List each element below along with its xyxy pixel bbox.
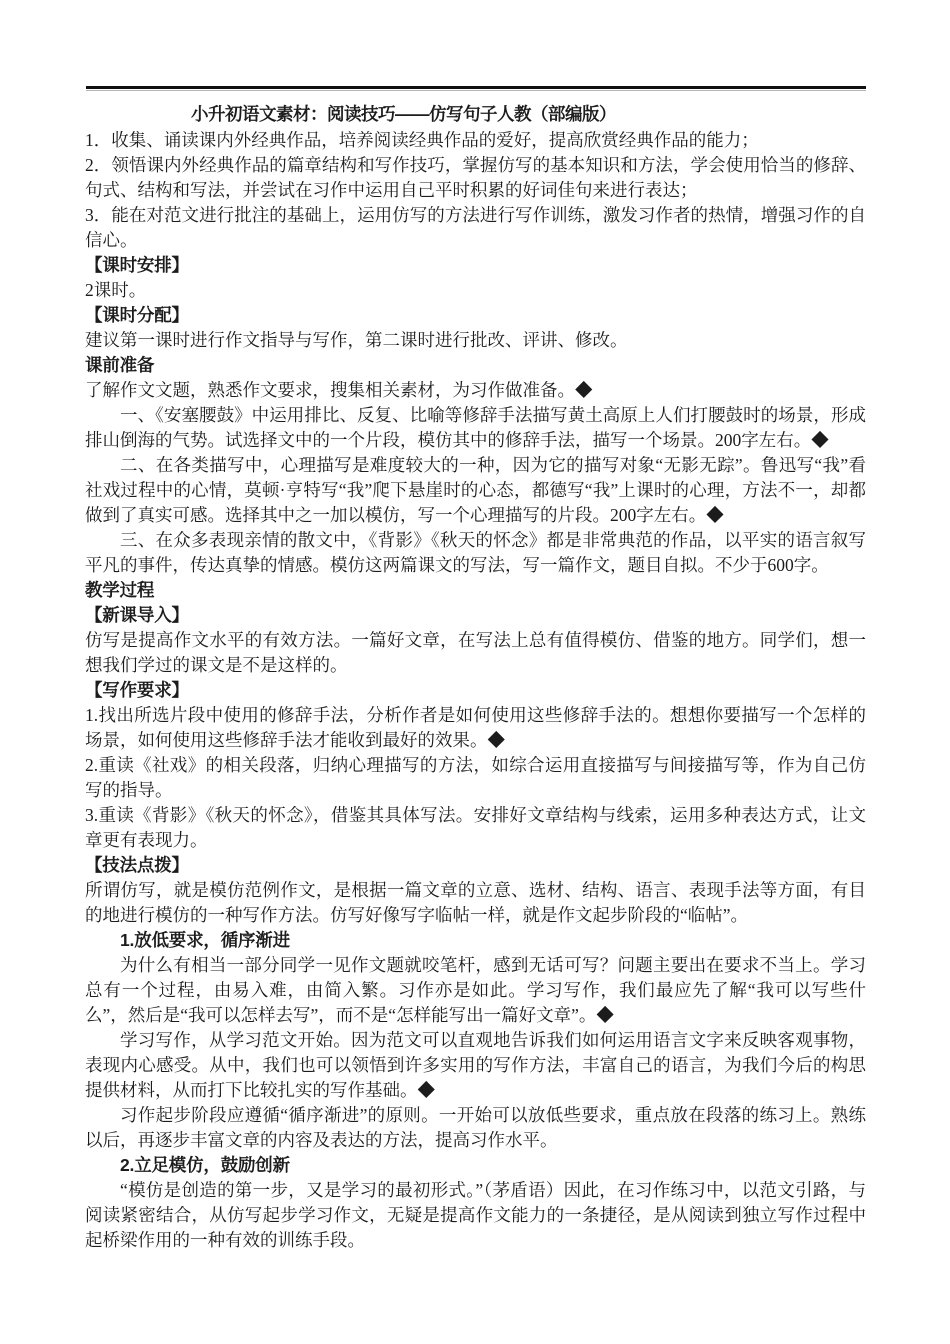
section-heading-lesson-allocation: 【课时分配】 bbox=[85, 305, 189, 325]
sub-heading-lower-requirements: 1.放低要求，循序渐进 bbox=[120, 930, 290, 950]
paragraph: 仿写是提高作文水平的有效方法。一篇好文章，在写法上总有值得模仿、借鉴的地方。同学们，想一想我们学过的课文是不是这样的。 bbox=[85, 630, 866, 675]
paragraph: 2课时。 bbox=[85, 280, 147, 300]
section-heading-pre-class-prep: 课前准备 bbox=[85, 355, 155, 375]
section-heading-lesson-schedule: 【课时安排】 bbox=[85, 255, 189, 275]
paragraph: 建议第一课时进行作文指导与写作，第二课时进行批改、评讲、修改。 bbox=[85, 330, 628, 350]
paragraph: 学习写作，从学习范文开始。因为范文可以直观地告诉我们如何运用语言文字来反映客观事物，表现内心感受。从中，我们也可以领悟到许多实用的写作方法，丰富自己的语言，为我们今后的构思提供材料，从而打下比较扎实的写作基础。◆ bbox=[85, 1030, 866, 1100]
document-content bbox=[85, 101, 866, 1253]
paragraph: 为什么有相当一部分同学一见作文题就咬笔杆，感到无话可写？问题主要出在要求不当上。学习总有一个过程，由易入难，由简入繁。习作亦是如此。学习写作，我们最应先了解“我可以写些什么”，然后是“我可以怎样去写”，而不是“怎样能写出一篇好文章”。◆ bbox=[85, 955, 866, 1025]
section-heading-technique-tips: 【技法点拨】 bbox=[85, 855, 189, 875]
section-heading-teaching-process: 教学过程 bbox=[85, 580, 155, 600]
exercise-item: 三、在众多表现亲情的散文中，《背影》《秋天的怀念》都是非常典范的作品，以平实的语言叙写平凡的事件，传达真挚的情感。模仿这两篇课文的写法，写一篇作文，题目自拟。不少于600字。 bbox=[85, 530, 866, 575]
requirement-item: 1.找出所选片段中使用的修辞手法，分析作者是如何使用这些修辞手法的。想想你要描写一个怎样的场景，如何使用这些修辞手法才能收到最好的效果。◆ bbox=[85, 705, 866, 750]
requirement-item: 3.重读《背影》《秋天的怀念》，借鉴其具体写法。安排好文章结构与线索，运用多种表达方式，让文章更有表现力。 bbox=[85, 805, 866, 850]
paragraph: 了解作文文题，熟悉作文要求，搜集相关素材，为习作做准备。◆ bbox=[85, 380, 593, 400]
exercise-item: 一、《安塞腰鼓》中运用排比、反复、比喻等修辞手法描写黄土高原上人们打腰鼓时的场景，形成排山倒海的气势。试选择文中的一个片段，模仿其中的修辞手法，描写一个场景。200字左右。◆ bbox=[85, 405, 866, 450]
paragraph: 习作起步阶段应遵循“循序渐进”的原则。一开始可以放低些要求，重点放在段落的练习上。熟练以后，再逐步丰富文章的内容及表达的方法，提高习作水平。 bbox=[85, 1105, 866, 1150]
objective-item: 1．收集、诵读课内外经典作品，培养阅读经典作品的爱好，提高欣赏经典作品的能力； bbox=[85, 130, 759, 150]
section-heading-writing-requirements: 【写作要求】 bbox=[85, 680, 189, 700]
doc-title: 小升初语文素材：阅读技巧——仿写句子人教（部编版） bbox=[191, 104, 616, 124]
sub-heading-base-on-imitation: 2.立足模仿，鼓励创新 bbox=[120, 1155, 290, 1175]
paragraph: “模仿是创造的第一步，又是学习的最初形式。”（茅盾语）因此，在习作练习中，以范文引路，与阅读紧密结合，从仿写起步学习作文，无疑是提高作文能力的一条捷径，是从阅读到独立写作过程中起桥梁作用的一种有效的训练手段。 bbox=[85, 1180, 866, 1250]
header-rule bbox=[86, 86, 866, 89]
objective-item: 3．能在对范文进行批注的基础上，运用仿写的方法进行写作训练，激发习作者的热情，增强习作的自信心。 bbox=[85, 205, 866, 250]
exercise-item: 二、在各类描写中，心理描写是难度较大的一种，因为它的描写对象“无影无踪”。鲁迅写“我”看社戏过程中的心情，莫顿·亨特写“我”爬下悬崖时的心态，都德写“我”上课时的心理，方法不一，却都做到了真实可感。选择其中之一加以模仿，写一个心理描写的片段。200字左右。◆ bbox=[85, 455, 866, 525]
objective-item: 2．领悟课内外经典作品的篇章结构和写作技巧，掌握仿写的基本知识和方法，学会使用恰当的修辞、句式、结构和写法，并尝试在习作中运用自己平时积累的好词佳句来进行表达； bbox=[85, 155, 866, 200]
paragraph: 所谓仿写，就是模仿范例作文，是根据一篇文章的立意、选材、结构、语言、表现手法等方面，有目的地进行模仿的一种写作方法。仿写好像写字临帖一样，就是作文起步阶段的“临帖”。 bbox=[85, 880, 866, 925]
requirement-item: 2.重读《社戏》的相关段落，归纳心理描写的方法，如综合运用直接描写与间接描写等，作为自己仿写的指导。 bbox=[85, 755, 866, 800]
section-heading-new-lesson-intro: 【新课导入】 bbox=[85, 605, 189, 625]
